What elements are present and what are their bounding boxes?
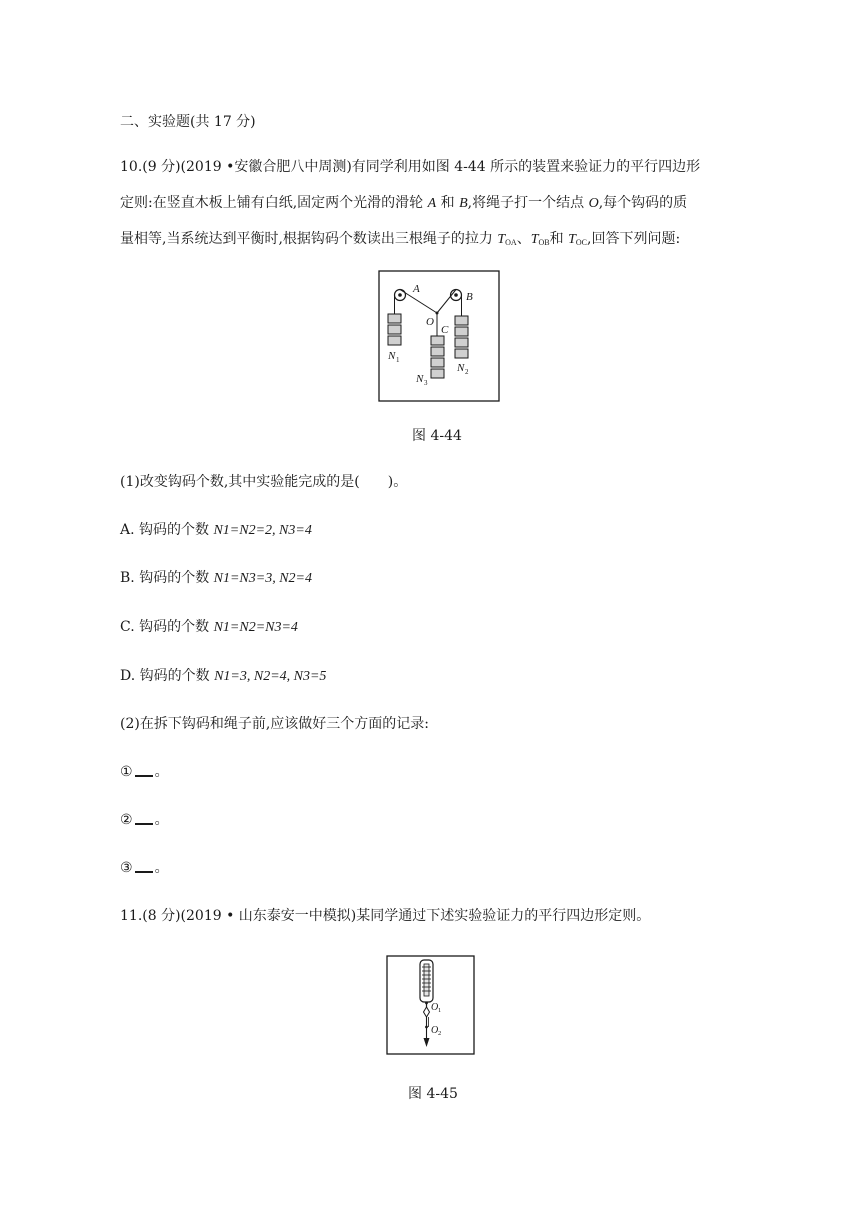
- point-o1: [425, 1002, 428, 1005]
- label-n2-sub: 2: [465, 368, 469, 376]
- label-n3: N: [416, 373, 424, 385]
- label-n1-sub: 1: [396, 356, 400, 364]
- q10-line-1: 10.(9 分)(2019 •安徽合肥八中周测)有同学利用如图 4-44 所示的装置来验证力的平行四边形: [120, 159, 701, 175]
- option-a: [120, 520, 312, 541]
- section-title: 二、实验题(共 17 分): [120, 114, 256, 130]
- option-d-formula: N1=3, N2=4, N3=5: [214, 669, 327, 684]
- q10-sep: 、: [516, 231, 531, 247]
- option-c: [120, 617, 298, 638]
- option-b: [120, 568, 312, 589]
- pulley-b-ref: B: [459, 196, 468, 211]
- q10-line-2: [120, 193, 687, 214]
- label-c: C: [441, 324, 449, 336]
- label-o2: O: [431, 1025, 439, 1036]
- record-1: [120, 762, 169, 782]
- record-2: [120, 810, 169, 830]
- option-c-formula: N1=N2=N3=4: [213, 620, 298, 635]
- option-a-formula: N1=N2=2, N3=4: [213, 523, 312, 538]
- label-o2-sub: 2: [438, 1030, 442, 1037]
- record-1-mark: ①: [120, 764, 133, 780]
- label-a: A: [413, 283, 420, 295]
- q10-line-3a: 量相等,当系统达到平衡时,根据钩码个数读出三根绳子的拉力: [120, 231, 498, 247]
- tension-t-ob: T: [530, 232, 539, 247]
- option-d: [120, 666, 326, 687]
- record-2-blank[interactable]: [135, 811, 153, 825]
- record-1-end: 。: [154, 764, 169, 780]
- q10-sub1-prompt: (1)改变钩码个数,其中实验能完成的是( )。: [120, 474, 408, 490]
- tension-sub-oc: OC: [575, 238, 588, 247]
- option-c-prefix: C. 钩码的个数: [120, 619, 214, 635]
- record-2-end: 。: [154, 812, 169, 828]
- tension-t-oc: T: [568, 232, 576, 247]
- q11-line-1: 11.(8 分)(2019 • 山东泰安一中模拟)某同学通过下述实验验证力的平行四边形定则。: [120, 908, 651, 924]
- figure-4-44-caption: 图 4-44: [412, 428, 462, 444]
- figure-4-45-caption: 图 4-45: [408, 1086, 458, 1102]
- tension-sub-ob: OB: [538, 238, 550, 247]
- knot-o-ref: O: [588, 196, 599, 211]
- record-2-mark: ②: [120, 812, 133, 828]
- point-o2: [425, 1026, 428, 1029]
- record-3-blank[interactable]: [135, 859, 153, 873]
- label-o: O: [426, 316, 434, 328]
- option-a-prefix: A. 钩码的个数: [120, 522, 214, 538]
- label-n1: N: [388, 350, 396, 362]
- option-d-prefix: D. 钩码的个数: [120, 668, 215, 684]
- label-n2: N: [457, 362, 465, 374]
- record-3: [120, 858, 169, 878]
- option-b-prefix: B. 钩码的个数: [120, 570, 214, 586]
- q10-line-2b: 和: [436, 195, 460, 211]
- pulley-a-ref: A: [427, 196, 437, 211]
- knot-o: [436, 312, 439, 315]
- label-o1: O: [431, 1002, 439, 1013]
- tension-sub-oa: OA: [505, 238, 517, 247]
- tension-t-oa: T: [497, 232, 506, 247]
- label-n3-sub: 3: [424, 379, 428, 387]
- label-o1-sub: 1: [438, 1007, 442, 1014]
- q10-line-2a: 定则:在竖直木板上铺有白纸,固定两个光滑的滑轮: [120, 195, 428, 211]
- q10-and: 和: [549, 231, 569, 247]
- record-3-mark: ③: [120, 860, 133, 876]
- q10-line-3: [120, 229, 680, 253]
- figure-4-44-pulley-apparatus: [378, 270, 500, 402]
- q10-line-3b: ,回答下列问题:: [587, 231, 681, 247]
- weights-n1: [388, 314, 401, 345]
- option-b-formula: N1=N3=3, N2=4: [213, 571, 312, 586]
- label-b: B: [466, 291, 473, 303]
- q10-line-2c: ,将绳子打一个结点: [467, 195, 589, 211]
- record-1-blank[interactable]: [135, 763, 153, 777]
- figure-4-45-spring-scale: [386, 955, 475, 1055]
- record-3-end: 。: [154, 860, 169, 876]
- q10-sub2-prompt: (2)在拆下钩码和绳子前,应该做好三个方面的记录:: [120, 716, 429, 732]
- q10-line-2d: ,每个钩码的质: [598, 195, 688, 211]
